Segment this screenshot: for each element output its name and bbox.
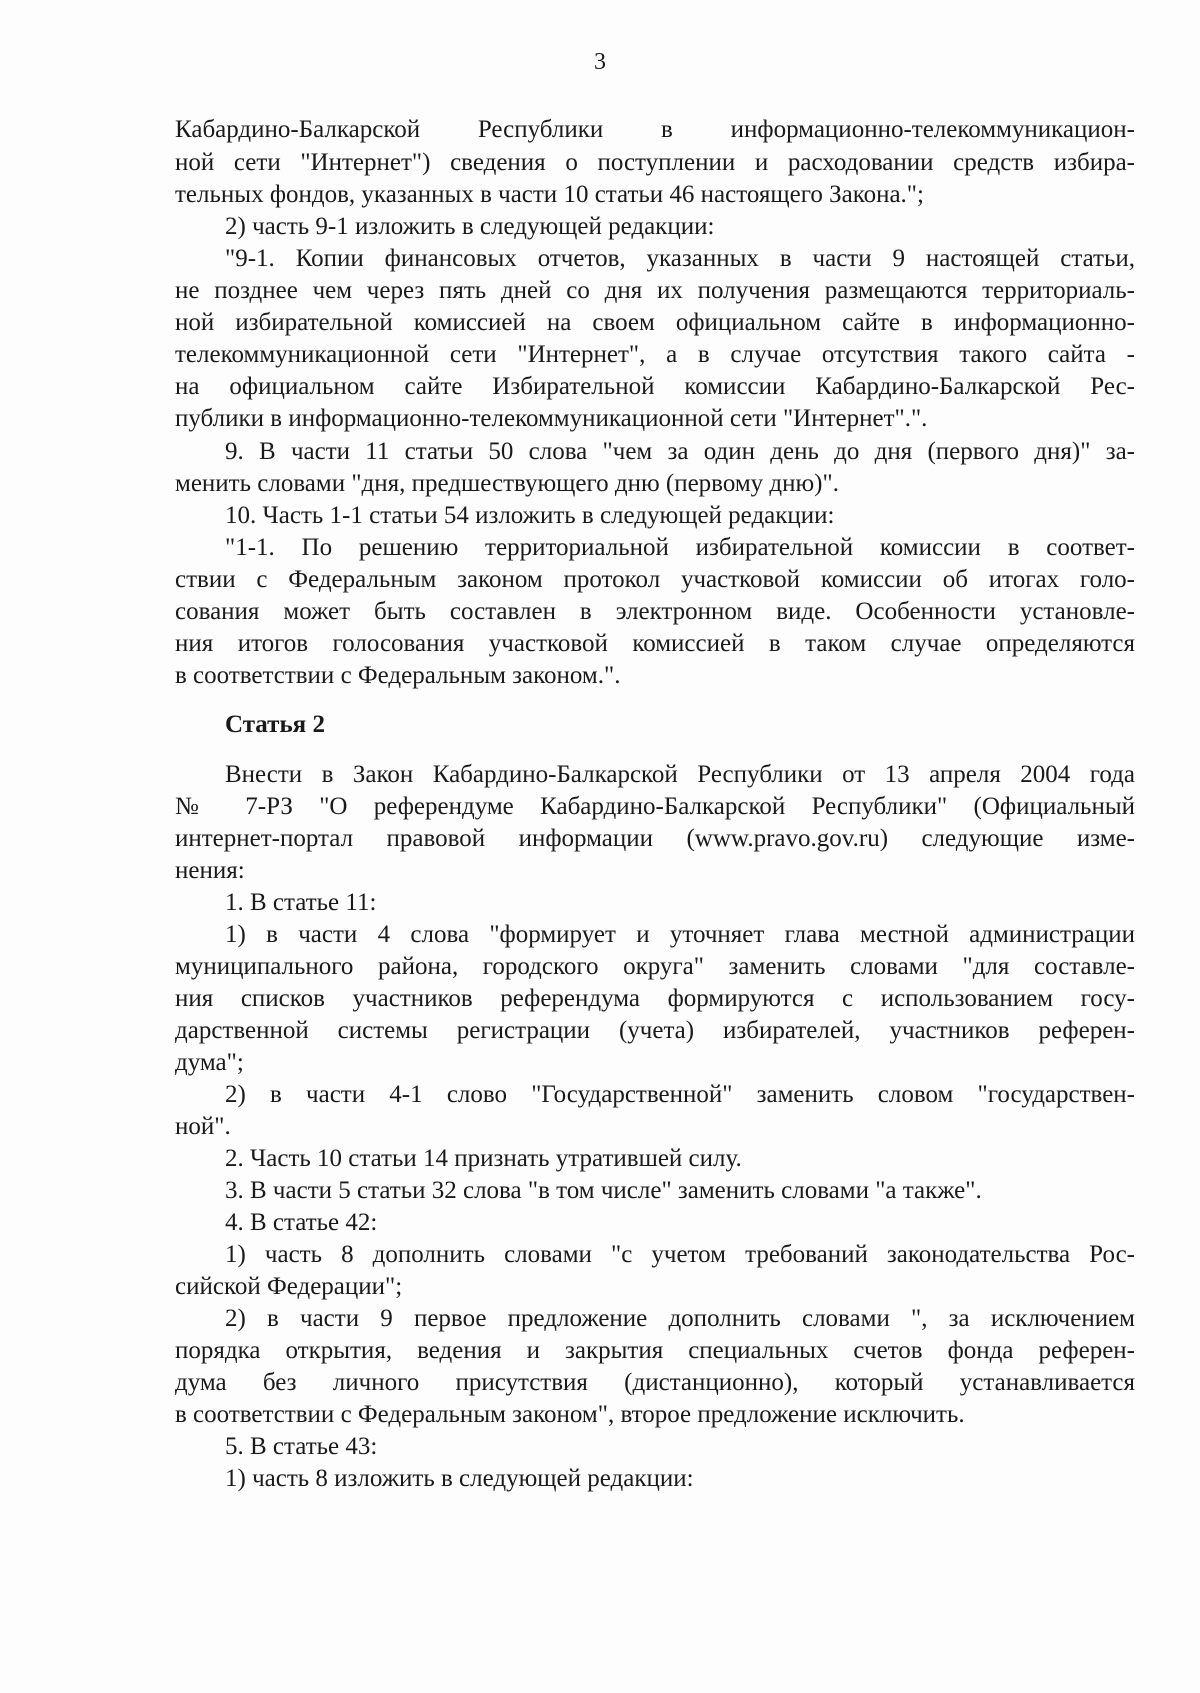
text-line: Внести в Закон Кабардино-Балкарской Республики от 13 апреля 2004 года	[225, 761, 1135, 788]
text-line: на официальном сайте Избирательной комиссии Кабардино-Балкарской Рес-	[175, 373, 1135, 400]
text-line: в соответствии с Федеральным законом.".	[175, 662, 621, 689]
text-line: 1) в части 4 слова "формирует и уточняет глава местной администрации	[225, 921, 1135, 948]
text-line: публики в информационно-телекоммуникационной сети "Интернет".".	[175, 405, 928, 432]
text-line: ной избирательной комиссией на своем официальном сайте в информационно-	[175, 309, 1135, 336]
text-line: интернет-портал правовой информации (www.pravo.gov.ru) следующие изме-	[175, 825, 1135, 852]
text-line: ной сети "Интернет") сведения о поступлении и расходовании средств избира-	[175, 149, 1135, 176]
text-line: дума";	[175, 1049, 244, 1076]
text-line: тельных фондов, указанных в части 10 статьи 46 настоящего Закона.";	[175, 181, 924, 208]
text-line: "9-1. Копии финансовых отчетов, указанных в части 9 настоящей статьи,	[225, 245, 1135, 272]
text-line: телекоммуникационной сети "Интернет", а в случае отсутствия такого сайта -	[175, 341, 1135, 368]
text-line: ствии с Федеральным законом протокол участковой комиссии об итогах голо-	[175, 566, 1135, 593]
page-number: 3	[594, 49, 606, 75]
text-line: сийской Федерации";	[175, 1273, 403, 1300]
text-line: 2) в части 9 первое предложение дополнить словами ", за исключением	[225, 1305, 1135, 1332]
text-line: № 7-РЗ "О референдуме Кабардино-Балкарской Республики" (Официальный	[175, 793, 1135, 820]
text-line: Кабардино-Балкарской Республики в информационно-телекоммуникацион-	[175, 116, 1135, 143]
text-line: 2) часть 9-1 изложить в следующей редакции:	[225, 213, 715, 240]
article-heading: Статья 2	[225, 711, 325, 738]
text-line: 9. В части 11 статьи 50 слова "чем за один день до дня (первого дня)" за-	[225, 438, 1135, 465]
text-line: 10. Часть 1-1 статьи 54 изложить в следующей редакции:	[225, 502, 835, 529]
text-line: 1) часть 8 изложить в следующей редакции:	[225, 1465, 694, 1492]
text-line: дарственной системы регистрации (учета) избирателей, участников референ-	[175, 1017, 1135, 1044]
text-line: ния итогов голосования участковой комиссией в таком случае определяются	[175, 630, 1135, 657]
text-line: нения:	[175, 857, 245, 884]
text-line: сования может быть составлен в электронном виде. Особенности установле-	[175, 598, 1135, 625]
text-line: муниципального района, городского округа" заменить словами "для составле-	[175, 953, 1135, 980]
text-line: 5. В статье 43:	[225, 1433, 378, 1460]
text-line: 1. В статье 11:	[225, 889, 377, 916]
text-line: ной".	[175, 1113, 231, 1140]
text-line: ния списков участников референдума формируются с использованием госу-	[175, 985, 1135, 1012]
text-line: "1-1. По решению территориальной избирательной комиссии в соответ-	[225, 534, 1135, 561]
text-line: не позднее чем через пять дней со дня их получения размещаются территориаль-	[175, 277, 1135, 304]
text-line: 2) в части 4-1 слово "Государственной" заменить словом "государствен-	[225, 1081, 1135, 1108]
text-line: дума без личного присутствия (дистанционно), который устанавливается	[175, 1369, 1135, 1396]
text-line: 2. Часть 10 статьи 14 признать утратившей силу.	[225, 1145, 742, 1172]
text-line: 4. В статье 42:	[225, 1209, 378, 1236]
text-line: порядка открытия, ведения и закрытия специальных счетов фонда референ-	[175, 1337, 1135, 1364]
text-line: 3. В части 5 статьи 32 слова "в том числе" заменить словами "а также".	[225, 1177, 982, 1204]
text-line: менить словами "дня, предшествующего дню (первому дню)".	[175, 470, 839, 497]
text-line: в соответствии с Федеральным законом", второе предложение исключить.	[175, 1401, 965, 1428]
text-line: 1) часть 8 дополнить словами "с учетом требований законодательства Рос-	[225, 1241, 1135, 1268]
